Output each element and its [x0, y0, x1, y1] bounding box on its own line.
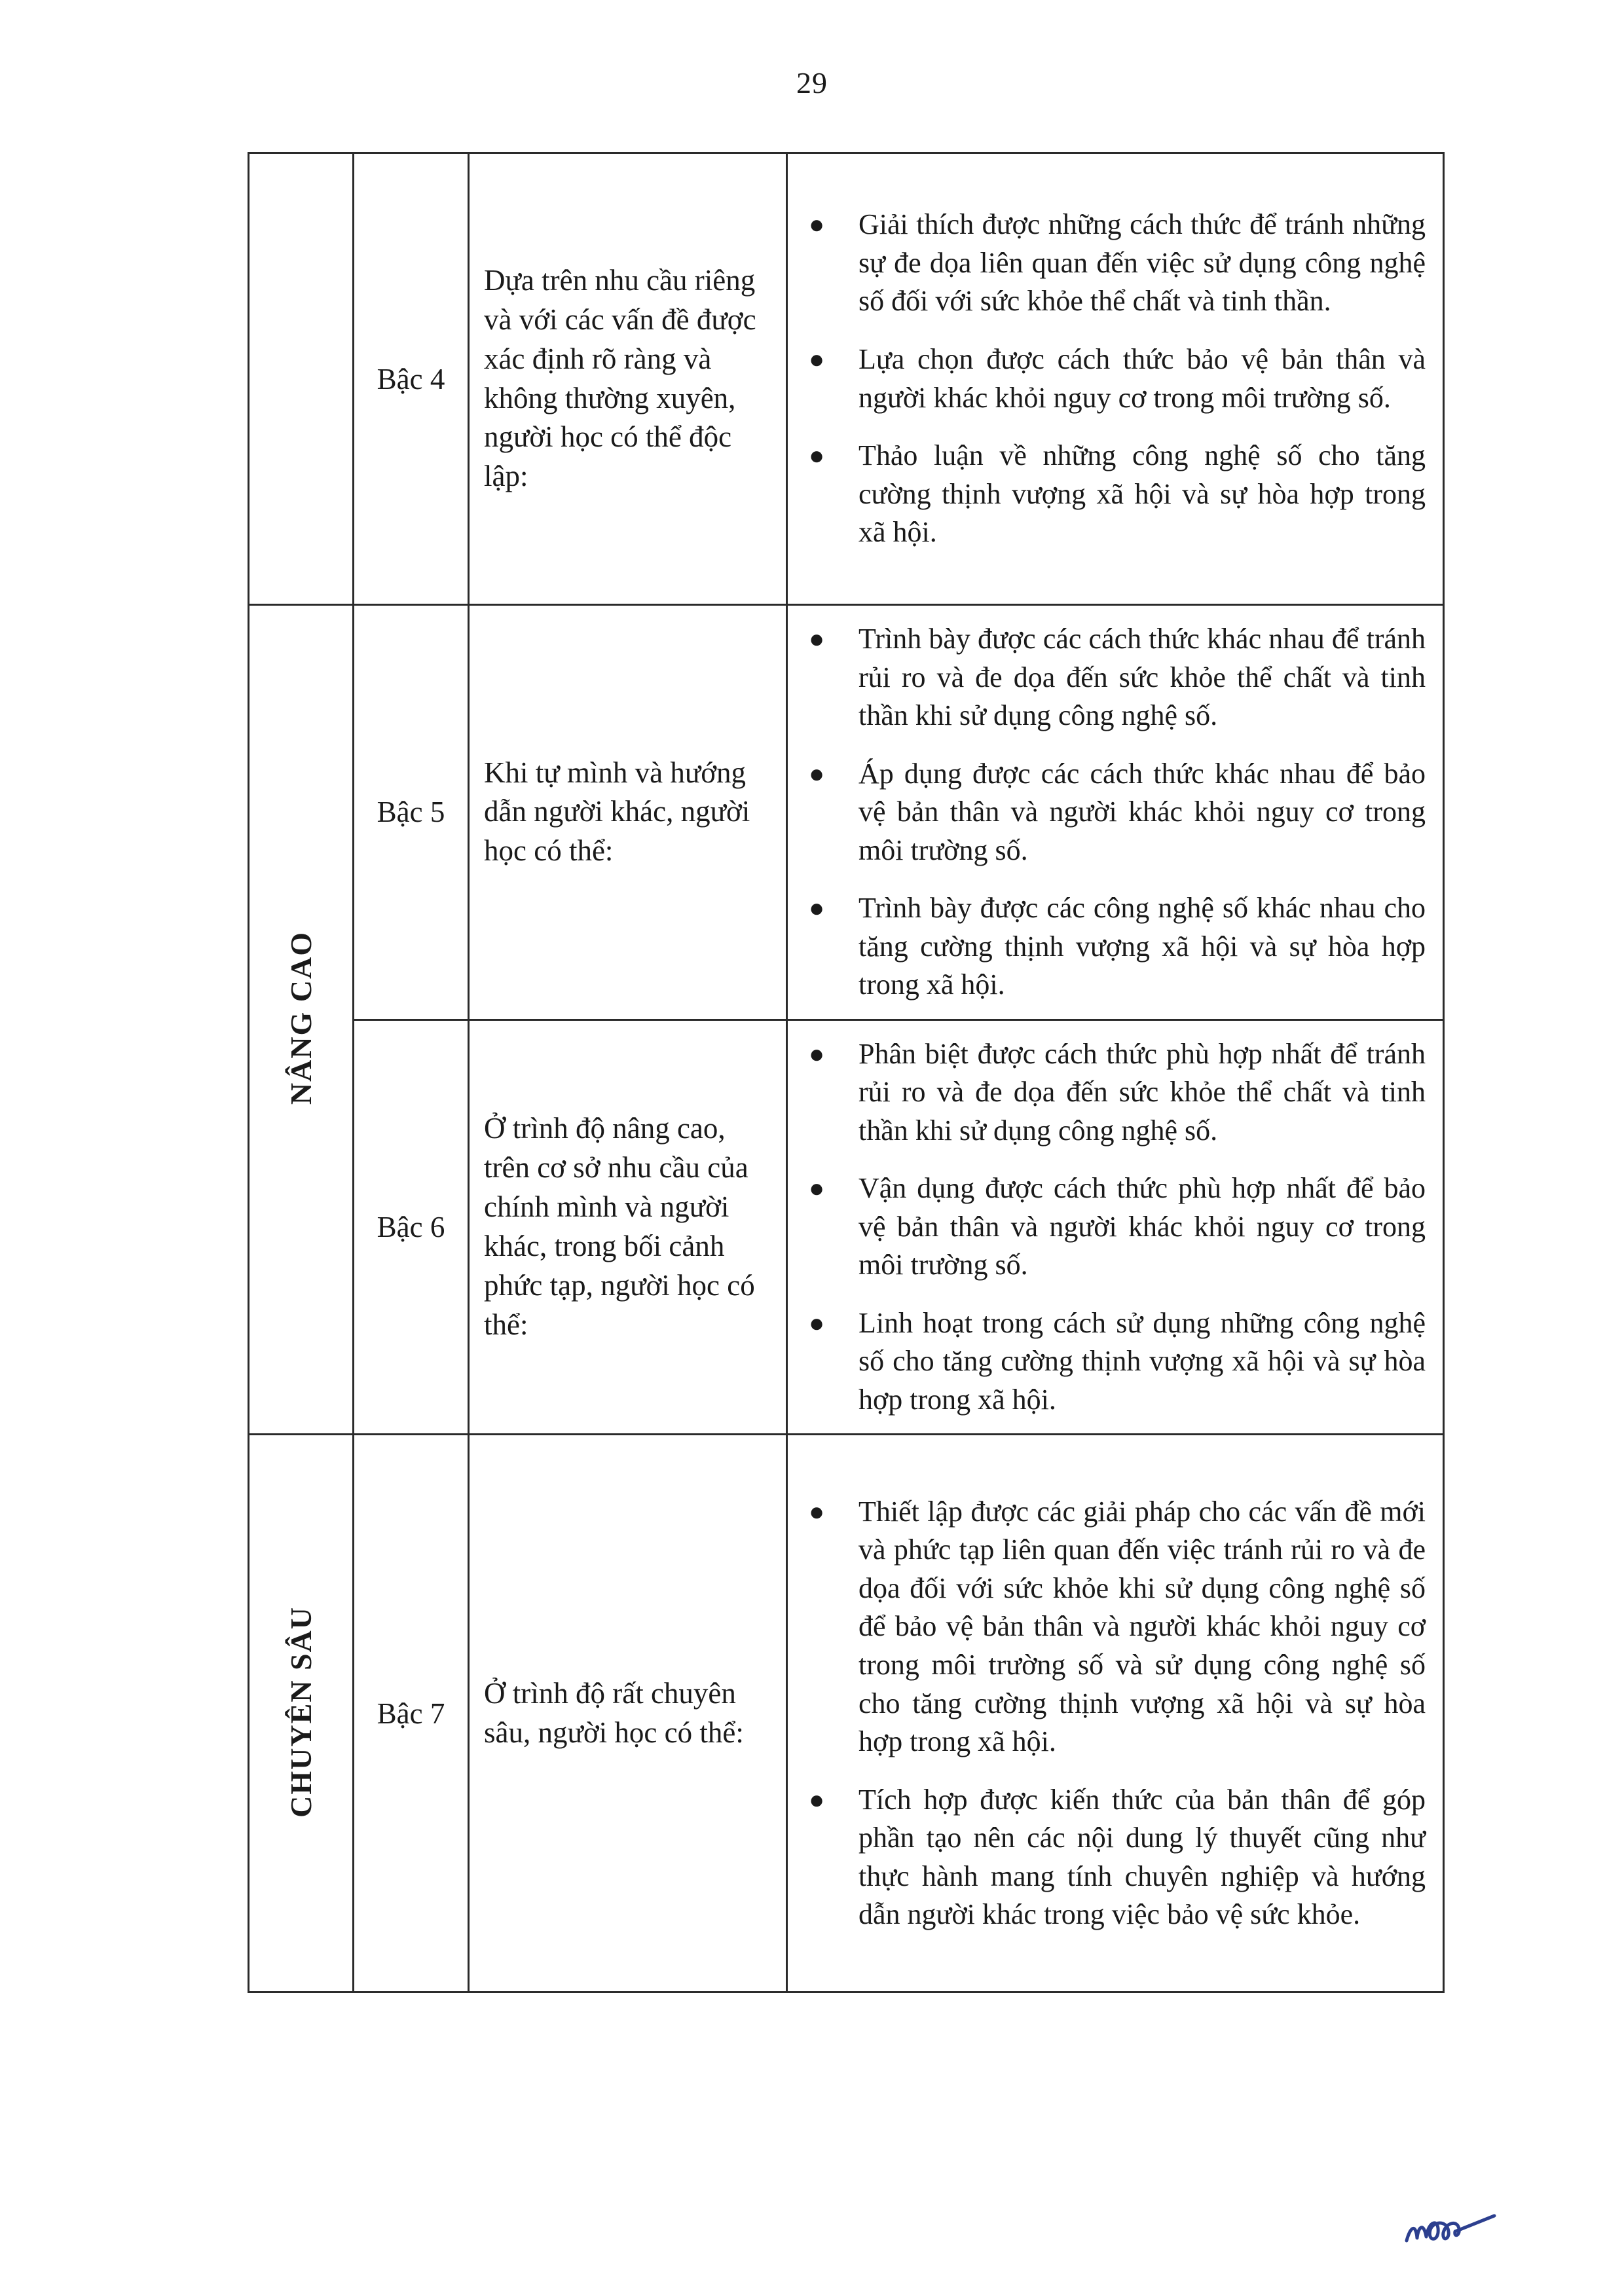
list-item: [805, 1304, 1426, 1420]
table-row: [249, 153, 1444, 605]
list-item: [805, 437, 1426, 552]
description-cell: Ở trình độ rất chuyên sâu, người học có thể:: [469, 1435, 787, 1992]
description-cell: Khi tự mình và hướng dẫn người khác, người học có thể:: [469, 605, 787, 1020]
level-cell: Bậc 4: [354, 153, 469, 605]
bullet-icon: ●: [809, 893, 825, 923]
outcome-text: Lựa chọn được cách thức bảo vệ bản thân và người khác khỏi nguy cơ trong môi trường số.: [858, 342, 1426, 414]
bullet-icon: ●: [809, 1038, 825, 1069]
outcome-text: Linh hoạt trong cách sử dụng những công nghệ số cho tăng cường thịnh vượng xã hội và sự hòa hợp trong xã hội.: [858, 1306, 1426, 1416]
page-number: 29: [796, 66, 828, 100]
level-cell: Bậc 5: [354, 605, 469, 1020]
outcome-text: Trình bày được các công nghệ số khác nhau cho tăng cường thịnh vượng xã hội và sự hòa hợp trong xã hội.: [858, 892, 1426, 1001]
bullet-icon: ●: [809, 758, 825, 788]
bullet-icon: ●: [809, 1784, 825, 1814]
bullet-icon: ●: [809, 441, 825, 471]
outcome-list: [805, 1493, 1426, 1934]
outcome-text: Giải thích được những cách thức để tránh những sự đe dọa liên quan đến việc sử dụng công nghệ số đối với sức khỏe thể chất và tinh thần.: [858, 208, 1426, 318]
outcome-text: Phân biệt được cách thức phù hợp nhất để tránh rủi ro và đe dọa đến sức khỏe thể chất và tinh thần khi sử dụng công nghệ số.: [858, 1037, 1426, 1147]
level-cell: Bậc 7: [354, 1435, 469, 1992]
table-row: [249, 605, 1444, 1020]
list-item: [805, 1035, 1426, 1150]
description-cell: Dựa trên nhu cầu riêng và với các vấn đề được xác định rõ ràng và không thường xuyên, người học có thể độc lập:: [469, 153, 787, 605]
list-item: [805, 620, 1426, 735]
outcome-text: Vận dụng được cách thức phù hợp nhất để bảo vệ bản thân và người khác khỏi nguy cơ trong môi trường số.: [858, 1172, 1426, 1281]
signature-mark: [1401, 2200, 1500, 2252]
outcomes-cell: [787, 1435, 1444, 1992]
bullet-icon: ●: [809, 1308, 825, 1338]
bullet-icon: ●: [809, 1173, 825, 1203]
table-row: [249, 1435, 1444, 1992]
list-item: [805, 340, 1426, 417]
outcomes-cell: [787, 1019, 1444, 1435]
competency-table: [248, 152, 1445, 1993]
outcome-text: Áp dụng được các cách thức khác nhau để bảo vệ bản thân và người khác khỏi nguy cơ trong môi trường số.: [858, 757, 1426, 866]
group-label: NÂNG CAO: [284, 931, 318, 1105]
bullet-icon: ●: [809, 1496, 825, 1526]
list-item: [805, 889, 1426, 1004]
group-cell-empty: [249, 153, 354, 605]
outcome-text: Trình bày được các cách thức khác nhau để tránh rủi ro và đe dọa đến sức khỏe thể chất và tinh thần khi sử dụng công nghệ số.: [858, 623, 1426, 732]
outcomes-cell: [787, 153, 1444, 605]
outcomes-cell: [787, 605, 1444, 1020]
outcome-list: [805, 1035, 1426, 1420]
level-cell: Bậc 6: [354, 1019, 469, 1435]
bullet-icon: ●: [809, 210, 825, 240]
description-cell: Ở trình độ nâng cao, trên cơ sở nhu cầu của chính mình và người khác, trong bối cảnh phức tạp, người học có thể:: [469, 1019, 787, 1435]
outcome-text: Thiết lập được các giải pháp cho các vấn đề mới và phức tạp liên quan đến việc tránh rủi ro và đe dọa đối với sức khỏe khi sử dụng công nghệ số để bảo vệ bản thân và người khác khỏi nguy cơ trong môi trường số và sử dụng công nghệ số cho tăng cường thịnh vượng xã hội và sự hòa hợp trong xã hội.: [858, 1495, 1426, 1758]
outcome-text: Tích hợp được kiến thức của bản thân để góp phần tạo nên các nội dung lý thuyết cũng như thực hành mang tính chuyên nghiệp và hướng dẫn người khác trong việc bảo vệ sức khỏe.: [858, 1783, 1426, 1931]
group-label: CHUYÊN SÂU: [284, 1606, 318, 1818]
group-cell-nang-cao: [249, 605, 354, 1435]
outcome-list: [805, 206, 1426, 551]
outcome-list: [805, 620, 1426, 1004]
list-item: [805, 1781, 1426, 1934]
list-item: [805, 1493, 1426, 1761]
list-item: [805, 1169, 1426, 1285]
list-item: [805, 755, 1426, 870]
group-cell-chuyen-sau: [249, 1435, 354, 1992]
bullet-icon: ●: [809, 344, 825, 374]
list-item: [805, 206, 1426, 321]
outcome-text: Thảo luận về những công nghệ số cho tăng cường thịnh vượng xã hội và sự hòa hợp trong xã hội.: [858, 439, 1426, 549]
table-row: [249, 1019, 1444, 1435]
bullet-icon: ●: [809, 624, 825, 653]
